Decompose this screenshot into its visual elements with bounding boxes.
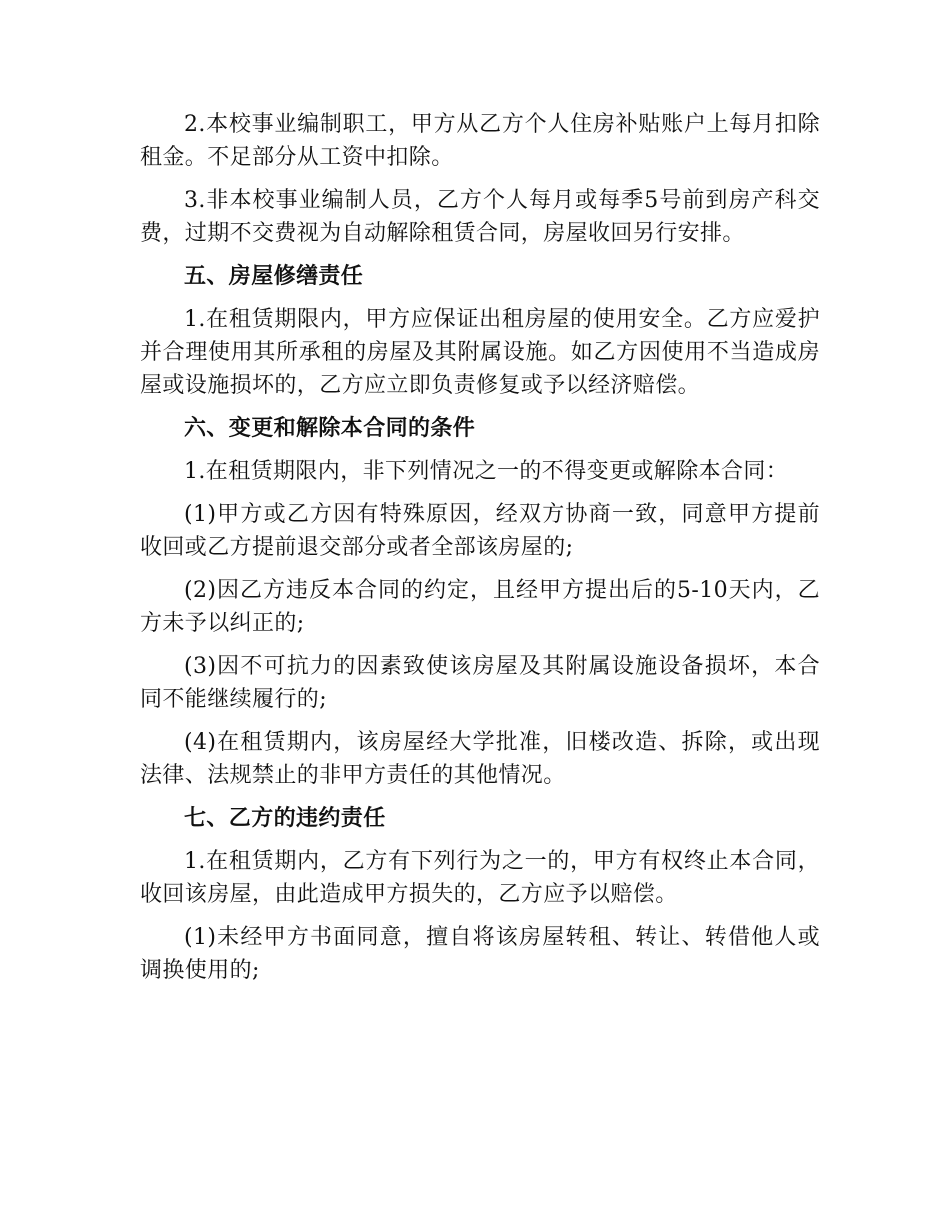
paragraph-change-item-1: (1)甲方或乙方因有特殊原因，经双方协商一致，同意甲方提前收回或乙方提前退交部分或者全部该房屋的; <box>140 502 820 560</box>
paragraph-breach-item-1: (1)未经甲方书面同意，擅自将该房屋转租、转让、转借他人或调换使用的; <box>140 925 820 983</box>
paragraph-payment-2: 2.本校事业编制职工，甲方从乙方个人住房补贴账户上每月扣除租金。不足部分从工资中扣除。 <box>140 112 820 170</box>
paragraph-change-item-3: (3)因不可抗力的因素致使该房屋及其附属设施设备损坏，本合同不能继续履行的; <box>140 654 820 712</box>
document-page <box>140 108 820 997</box>
paragraph-payment-3: 3.非本校事业编制人员，乙方个人每月或每季5号前到房产科交费，过期不交费视为自动解除租赁合同，房屋收回另行安排。 <box>140 188 820 246</box>
section-heading-repair: 五、房屋修缮责任 <box>184 263 364 289</box>
section-heading-change-termination: 六、变更和解除本合同的条件 <box>184 415 476 441</box>
section-heading-breach: 七、乙方的违约责任 <box>184 805 386 831</box>
paragraph-change-item-2: (2)因乙方违反本合同的约定，且经甲方提出后的5-10天内，乙方未予以纠正的; <box>140 578 820 636</box>
paragraph-repair-1: 1.在租赁期限内，甲方应保证出租房屋的使用安全。乙方应爱护并合理使用其所承租的房屋及其附属设施。如乙方因使用不当造成房屋或设施损坏的，乙方应立即负责修复或予以经济赔偿。 <box>140 307 820 398</box>
paragraph-change-1: 1.在租赁期限内，非下列情况之一的不得变更或解除本合同： <box>184 459 789 484</box>
paragraph-breach-1: 1.在租赁期内，乙方有下列行为之一的，甲方有权终止本合同，收回该房屋，由此造成甲方损失的，乙方应予以赔偿。 <box>140 849 820 907</box>
paragraph-change-item-4: (4)在租赁期内，该房屋经大学批准，旧楼改造、拆除，或出现法律、法规禁止的非甲方责任的其他情况。 <box>140 730 820 788</box>
